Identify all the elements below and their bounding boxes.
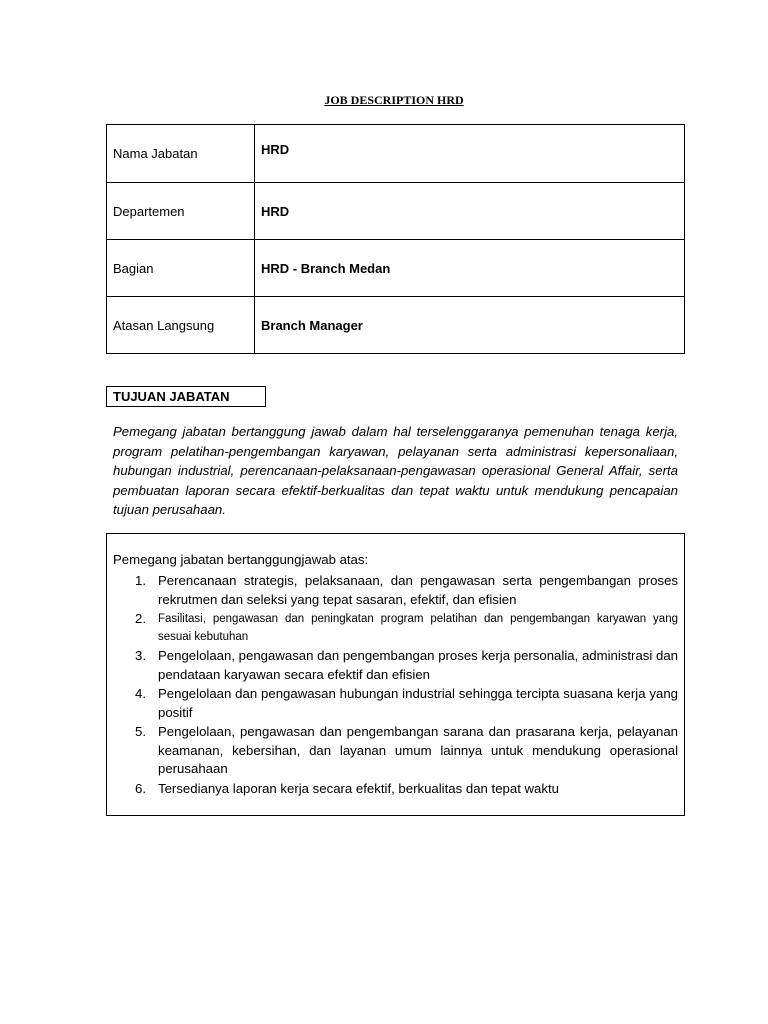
table-row	[107, 125, 685, 183]
list-item	[113, 647, 678, 684]
row-label-nama-jabatan: Nama Jabatan	[107, 125, 255, 183]
row-value-atasan-langsung: Branch Manager	[255, 297, 685, 354]
purpose-text: Pemegang jabatan bertanggung jawab dalam hal terselenggaranya pemenuhan tenaga kerja, program pelatihan-pengembangan karyawan, pelayanan serta administrasi kepersonaliaan, hubungan industrial, perencanaan-pelaksanaan-pengawasan operasional General Affair, serta pembuatan laporan secara efektif-berkualitas dan tepat waktu untuk mendukung pencapaian tujuan perusahaan.	[113, 424, 678, 517]
table-row	[107, 183, 685, 240]
list-item-number: 2.	[135, 611, 146, 626]
table-row	[107, 297, 685, 354]
list-item-number: 6.	[135, 780, 146, 796]
list-item-text: Pengelolaan dan pengawasan hubungan industrial sehingga tercipta suasana kerja yang positif	[158, 686, 678, 720]
list-item-text: Pengelolaan, pengawasan dan pengembangan proses kerja personalia, administrasi dan pendataan karyawan secara efektif dan efisien	[158, 648, 678, 682]
list-item-text: Perencanaan strategis, pelaksanaan, dan pengawasan serta pengembangan proses rekrutmen dan seleksi yang tepat sasaran, efektif, dan efisien	[158, 573, 678, 607]
table-row	[107, 240, 685, 297]
list-item-text: Fasilitasi, pengawasan dan peningkatan program pelatihan dan pengembangan karyawan yang sesuai kebutuhan	[158, 613, 678, 643]
list-item	[113, 610, 678, 646]
row-value-bagian: HRD - Branch Medan	[255, 240, 685, 297]
list-item-number: 3.	[135, 648, 146, 663]
row-value-nama-jabatan: HRD	[255, 125, 685, 183]
document-title: JOB DESCRIPTION HRD	[324, 93, 464, 107]
row-label-departemen: Departemen	[107, 183, 255, 240]
list-item	[113, 780, 678, 799]
list-item	[113, 723, 678, 779]
list-item-number: 4.	[135, 686, 146, 701]
purpose-heading: TUJUAN JABATAN	[106, 386, 266, 407]
responsibilities-list	[113, 572, 678, 799]
list-item-number: 1.	[135, 573, 146, 588]
list-item-text: Pengelolaan, pengawasan dan pengembangan sarana dan prasarana kerja, pelayanan keamanan, kebersihan, dan layanan umum lainnya untuk mendukung operasional perusahaan	[158, 724, 678, 776]
row-label-atasan-langsung: Atasan Langsung	[107, 297, 255, 354]
responsibilities-box	[106, 533, 685, 816]
row-value-departemen: HRD	[255, 183, 685, 240]
list-item-number: 5.	[135, 724, 146, 739]
list-item-text: Tersedianya laporan kerja secara efektif, berkualitas dan tepat waktu	[158, 780, 559, 796]
row-label-bagian: Bagian	[107, 240, 255, 297]
list-item	[113, 572, 678, 609]
job-info-table	[106, 124, 685, 354]
list-item	[113, 685, 678, 722]
responsibilities-intro: Pemegang jabatan bertanggungjawab atas:	[113, 552, 369, 567]
